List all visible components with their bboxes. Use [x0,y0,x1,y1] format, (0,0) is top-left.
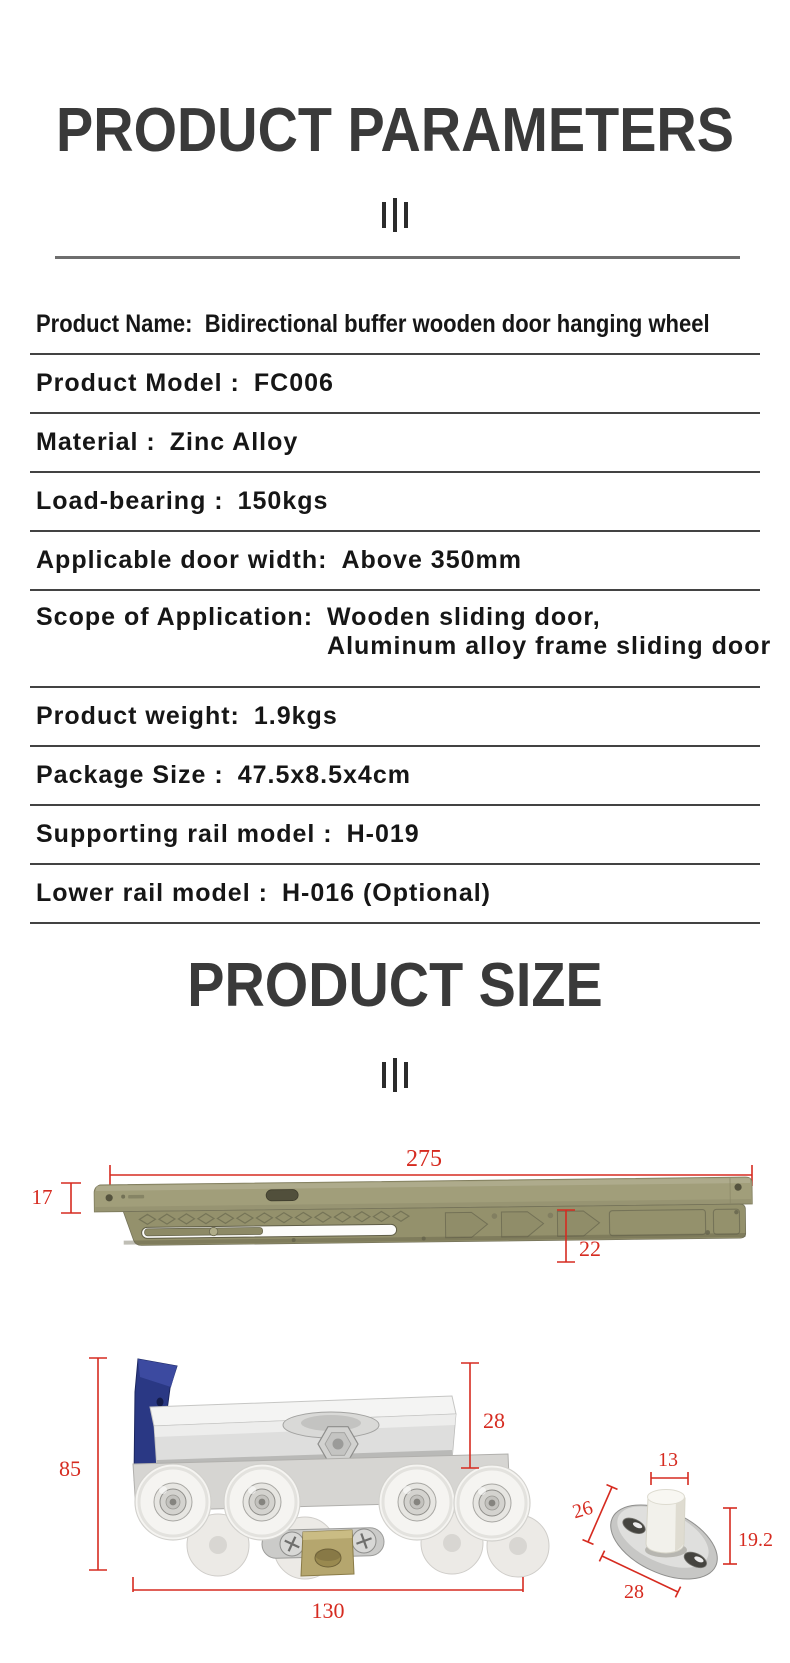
front-roller [379,1464,455,1540]
section-separator-icon [382,1058,408,1092]
param-value: 47.5x8.5x4cm [237,761,411,789]
dim-hanger-body-height [461,1363,505,1468]
dim-hanger-width [133,1577,523,1623]
param-row [30,865,760,924]
section-separator-icon [382,198,408,232]
product-parameters-title: PRODUCT PARAMETERS [56,96,734,165]
dim-guide-pin-width-label: 13 [658,1449,678,1471]
param-value: Zinc Alloy [169,428,299,456]
dim-rail-height-label: 17 [31,1185,53,1209]
param-table [30,296,772,924]
param-label: Product Name: [36,310,193,338]
param-label: Lower rail model : [36,879,268,907]
param-value: H-019 [346,820,420,848]
param-label: Material : [36,428,156,456]
param-value: Bidirectional buffer wooden door hanging wheel [204,310,710,338]
param-row [30,591,772,688]
param-row [30,747,760,806]
param-row [30,688,760,747]
rail-buffer-lever [145,1227,263,1235]
front-roller [135,1464,211,1540]
dim-guide-pin-height [723,1508,773,1564]
phillips-screw [280,1532,304,1556]
front-roller [454,1465,530,1541]
dim-guide-plate-width-label: 26 [570,1496,596,1524]
param-row [30,355,760,414]
param-value: H-016 (Optional) [281,879,492,907]
hanger-image [133,1359,549,1579]
dim-hanger-height-label: 85 [59,1456,81,1481]
param-label: Applicable door width: [36,546,328,574]
param-row [30,414,760,473]
param-value: 1.9kgs [253,702,338,730]
dim-hanger-body-height-label: 28 [483,1408,505,1433]
dim-rail-bottom-height-label: 22 [579,1236,601,1261]
param-row [30,473,760,532]
param-label: Product weight: [36,702,240,730]
product-size-title: PRODUCT SIZE [187,951,603,1020]
dim-rail-height [32,1183,82,1213]
rail-oval-slot [266,1189,298,1200]
param-value: 150kgs [237,487,329,515]
dim-guide-pin-height-label: 19.2 [738,1529,773,1551]
dim-hanger-width-label: 130 [311,1598,345,1623]
section-divider [55,256,740,259]
param-value: Wooden sliding door, Aluminum alloy frame sliding door [327,603,772,660]
param-row [30,806,760,865]
param-label: Load-bearing : [36,487,224,515]
param-label: Product Model : [36,369,240,397]
param-value: FC006 [253,369,334,397]
param-label: Supporting rail model : [36,820,333,848]
dim-rail-length-label: 275 [406,1146,442,1172]
floor-guide-image [599,1490,729,1595]
front-roller [224,1464,300,1540]
param-row [30,532,760,591]
dim-guide-pin-width [651,1449,688,1485]
param-label: Scope of Application: [36,603,314,631]
product-size-figure [0,1130,790,1663]
rail-image [94,1177,753,1246]
dim-guide-plate-length-label: 28 [624,1581,644,1603]
dim-hanger-height [59,1358,107,1570]
rail-arrow-reliefs [445,1211,599,1238]
phillips-screw [352,1529,376,1553]
param-label: Package Size : [36,761,224,789]
dim-guide-plate-width [570,1485,617,1545]
param-row [30,296,760,355]
param-value: Above 350mm [341,546,522,574]
